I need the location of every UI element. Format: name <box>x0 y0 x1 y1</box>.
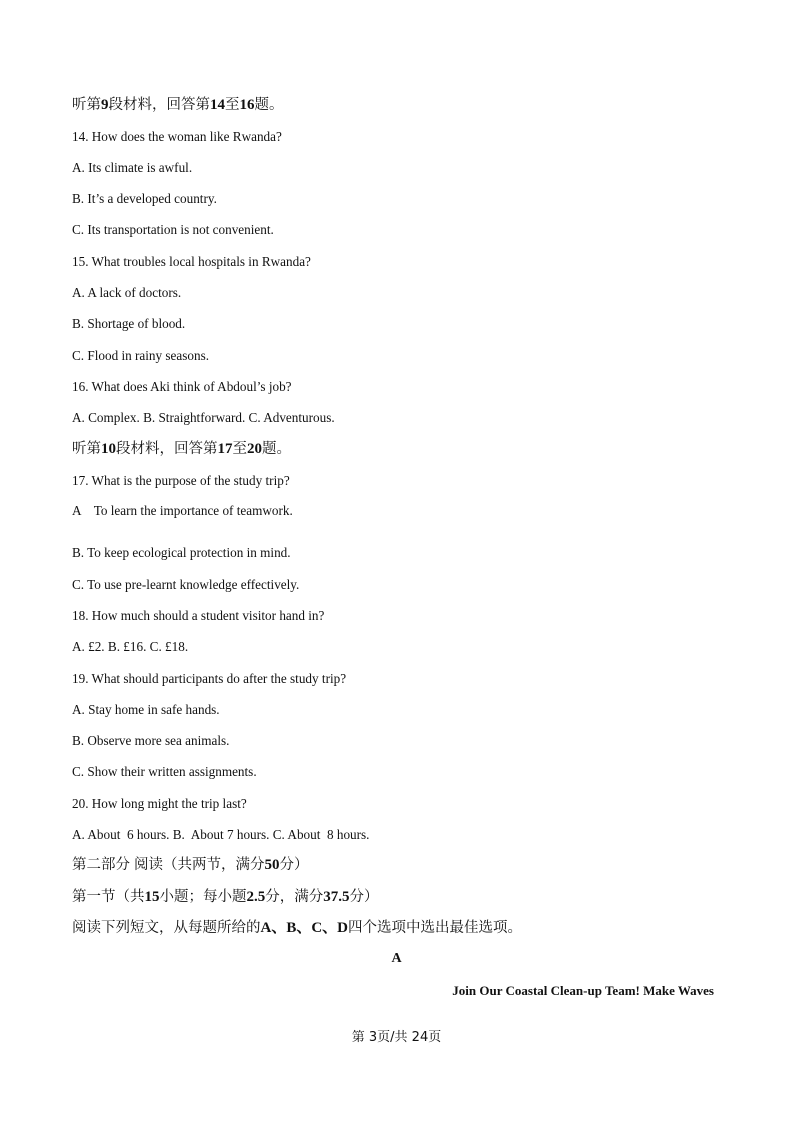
question-19-stem: 19. What should participants do after the study trip? <box>72 671 347 686</box>
heading-number: 20 <box>247 441 262 457</box>
question-17-stem: 17. What is the purpose of the study trip? <box>72 473 290 488</box>
section-title-text: 第一节（共 <box>72 889 145 905</box>
question-15-option-c: C. Flood in rainy seasons. <box>72 348 210 363</box>
part-title-number: 50 <box>264 857 280 873</box>
question-14-stem: 14. How does the woman like Rwanda? <box>72 129 282 144</box>
part-title-text: 分） <box>279 857 309 873</box>
section-title-number: 15 <box>144 889 160 905</box>
heading-text: 题。 <box>262 441 291 457</box>
instruction-text: 四个选项中选出最佳选项。 <box>348 920 523 936</box>
part-title-text: 阅读（共两节，满分 <box>134 857 265 873</box>
instruction-letters: A、B、C、D <box>260 920 349 936</box>
heading-text: 段材料，回答第 <box>108 97 210 113</box>
heading-number: 16 <box>239 97 255 113</box>
section-title-text: 小题；每小题 <box>159 889 247 905</box>
part-2-title <box>72 855 309 875</box>
heading-text: 听第 <box>72 441 101 457</box>
heading-text: 段材料，回答第 <box>116 441 218 457</box>
passage-letter: A <box>391 951 402 966</box>
heading-text: 题。 <box>254 97 284 113</box>
question-15-stem: 15. What troubles local hospitals in Rwanda? <box>72 254 311 269</box>
question-15-option-b: B. Shortage of blood. <box>72 316 186 331</box>
question-17-option-b: B. To keep ecological protection in mind. <box>72 545 291 560</box>
reading-instructions <box>72 918 522 938</box>
section-title-number: 37.5 <box>323 889 350 905</box>
question-17-option-c: C. To use pre-learnt knowledge effectively. <box>72 577 300 592</box>
section-1-title <box>72 887 379 907</box>
heading-text: 至 <box>225 97 240 113</box>
heading-text: 听第 <box>72 97 101 113</box>
question-14-option-a: A. Its climate is awful. <box>72 160 193 175</box>
question-14-option-b: B. It’s a developed country. <box>72 191 217 206</box>
heading-number: 14 <box>210 97 225 113</box>
instruction-text: 阅读下列短文，从每题所给的 <box>72 920 261 936</box>
question-20-options: A. About 6 hours. B. About 7 hours. C. About 8 hours. <box>72 827 370 842</box>
question-19-option-a: A. Stay home in safe hands. <box>72 702 220 717</box>
question-19-option-c: C. Show their written assignments. <box>72 764 257 779</box>
section-9-heading <box>72 95 284 115</box>
page-footer: 第 3页/共 24页 <box>351 1030 442 1045</box>
question-16-options: A. Complex. B. Straightforward. C. Adventurous. <box>72 410 335 425</box>
passage-title: Join Our Coastal Clean-up Team! Make Waves <box>452 983 714 998</box>
question-18-stem: 18. How much should a student visitor hand in? <box>72 608 325 623</box>
section-title-text: 分，满分 <box>265 889 324 905</box>
heading-text: 至 <box>232 441 247 457</box>
question-19-option-b: B. Observe more sea animals. <box>72 733 230 748</box>
heading-number: 9 <box>101 97 109 113</box>
section-title-number: 2.5 <box>246 889 266 905</box>
question-17-option-a: A To learn the importance of teamwork. <box>72 503 293 518</box>
part-title-text: 第二部分 <box>72 857 130 873</box>
section-10-heading <box>72 439 291 459</box>
question-18-options: A. £2. B. £16. C. £18. <box>72 639 189 654</box>
heading-number: 10 <box>101 441 116 457</box>
question-16-stem: 16. What does Aki think of Abdoul’s job? <box>72 379 292 394</box>
question-14-option-c: C. Its transportation is not convenient. <box>72 222 274 237</box>
question-15-option-a: A. A lack of doctors. <box>72 285 182 300</box>
heading-number: 17 <box>217 441 233 457</box>
section-title-text: 分） <box>349 889 379 905</box>
question-20-stem: 20. How long might the trip last? <box>72 796 247 811</box>
